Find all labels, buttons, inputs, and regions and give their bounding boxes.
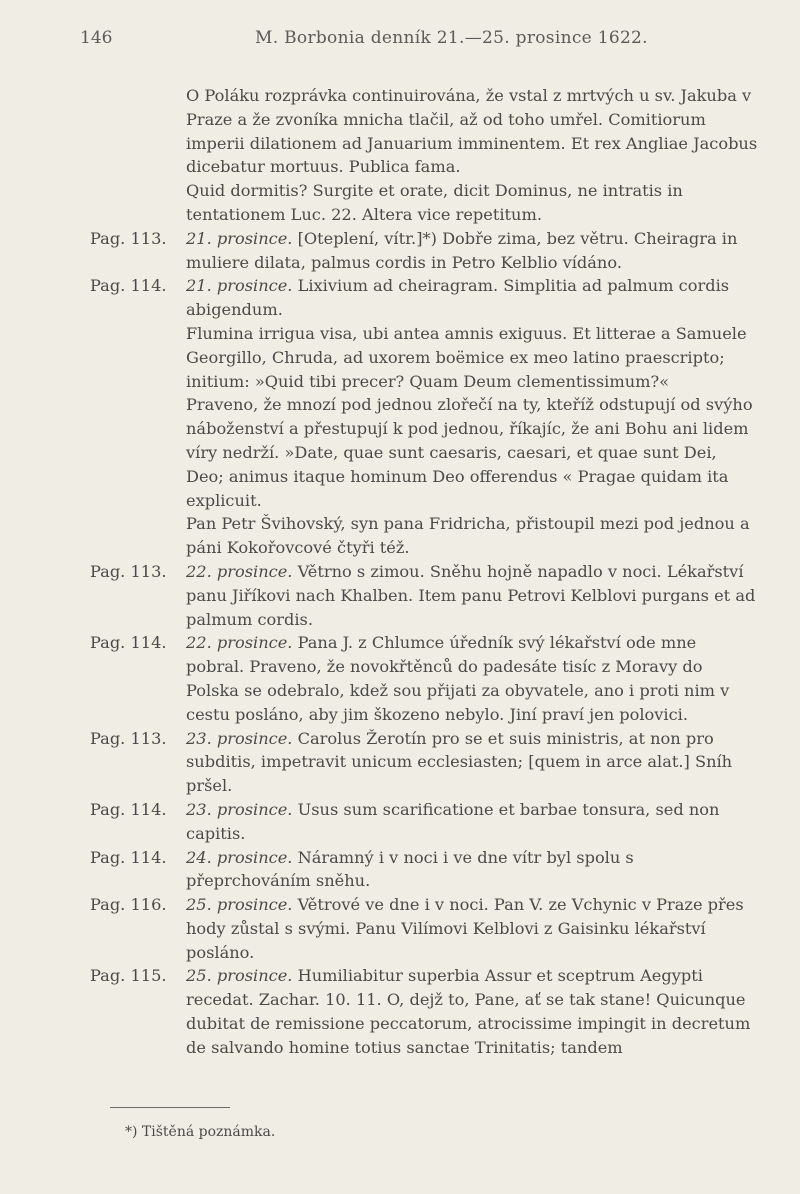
diary-entry: [90, 798, 770, 846]
footnote-divider: [110, 1107, 230, 1108]
diary-entry: [90, 727, 770, 798]
diary-entry: [90, 846, 770, 894]
entry-date: 23. prosince.: [186, 728, 293, 748]
entry-text: Větrno s zimou. Sněhu hojně napadlo v noci. Lékařství panu Jiříkovi nach Khalben. Item panu Petrovi Kelblovi purgans et ad palmum cordis.: [186, 561, 756, 629]
entry-date: 21. prosince.: [186, 228, 293, 248]
page-reference: Pag. 114.: [90, 276, 167, 296]
entry-text: O Poláku rozprávka continuirována, že vstal z mrtvých u sv. Jakuba v Praze a že zvoníka mnicha tlačil, až od toho umřel. Comitiorum imperii dilationem ad Januarium imminentem. Et rex Angliae Jacobus dicebatur mortuus. Publica fama.: [186, 86, 758, 177]
page-reference: Pag. 114.: [90, 799, 167, 819]
entry-text: Quid dormitis? Surgite et orate, dicit Dominus, ne intratis in tentationem Luc. 22. Altera vice repetitum.: [186, 181, 683, 224]
entry-date: 25. prosince.: [186, 895, 293, 915]
diary-entry: [90, 964, 770, 1059]
page-number: 146: [80, 28, 113, 48]
diary-entry: [90, 893, 770, 964]
diary-entry: [90, 227, 770, 275]
page-reference: Pag. 115.: [90, 966, 167, 986]
diary-entry: [90, 512, 770, 560]
diary-entry: [90, 84, 770, 179]
diary-entry: [90, 631, 770, 726]
entry-text: Praveno, že mnozí pod jednou zlořečí na ty, kteříž odstupují od svýho náboženství a přestupují k pod jednou, říkajíc, že ani Bohu ani lidem víry nedrží. »Date, quae sunt caesaris, caesari, et quae sunt Dei, Deo; animus itaque hominum Deo offerendus « Pragae quidam ita explicuit.: [186, 395, 753, 510]
entry-text: Větrové ve dne i v noci. Pan V. ze Vchynic v Praze přes hody zůstal s svými. Panu Vilímovi Kelblovi z Gaisinku lékařství posláno.: [186, 895, 744, 962]
running-title: M. Borbonia denník 21.—25. prosince 1622.: [255, 28, 648, 48]
page-reference: Pag. 116.: [90, 895, 167, 915]
diary-entry: [90, 560, 770, 631]
page-reference: Pag. 113.: [90, 728, 167, 748]
page-reference: Pag. 114.: [90, 633, 167, 653]
page-reference: Pag. 113.: [90, 228, 167, 248]
entry-date: 24. prosince.: [186, 847, 293, 867]
entry-date: 22. prosince.: [186, 633, 293, 653]
diary-entry: [90, 322, 770, 393]
entry-date: 23. prosince.: [186, 799, 293, 819]
entry-text: Carolus Žerotín pro se et suis ministris, at non pro subditis, impetravit unicum ecclesiasten; [quem in arce alat.] Sníh pršel.: [186, 728, 733, 796]
diary-entry: [90, 179, 770, 227]
entry-text: Pana J. z Chlumce úředník svý lékařství ode mne pobral. Praveno, že novokřtěnců do padesáte tisíc z Moravy do Polska se odebralo, kdež sou přijati za obyvatele, ano i proti nim v cestu posláno, aby jim škozeno nebylo. Jiní praví jen polovici.: [186, 633, 730, 724]
diary-entry: [90, 393, 770, 512]
entry-date: 21. prosince.: [186, 276, 293, 296]
document-body: [90, 84, 770, 1060]
entry-text: Humiliabitur superbia Assur et sceptrum Aegypti recedat. Zachar. 10. 11. O, dejž to, Pane, ať se tak stane! Quicunque dubitat de remissione peccatorum, atrocissime impingit in decretum de salvando homine totius sanctae Trinitatis; tandem: [186, 966, 751, 1057]
entry-date: 22. prosince.: [186, 561, 293, 581]
page-reference: Pag. 113.: [90, 561, 167, 581]
footnote: *) Tištěná poznámka.: [125, 1124, 276, 1140]
entry-text: Náramný i v noci i ve dne vítr byl spolu s přeprchováním sněhu.: [186, 847, 634, 891]
entry-text: Flumina irrigua visa, ubi antea amnis exiguus. Et litterae a Samuele Georgillo, Chruda, ad uxorem boëmice ex meo latino praescripto; initium: »Quid tibi precer? Quam Deum clementissimum?«: [186, 323, 747, 391]
page-reference: Pag. 114.: [90, 847, 167, 867]
entry-date: 25. prosince.: [186, 966, 293, 986]
entry-text: Pan Petr Švihovský, syn pana Fridricha, přistoupil mezi pod jednou a páni Kokořovcové čtyři též.: [186, 514, 750, 558]
entry-text: Lixivium ad cheiragram. Simplitia ad palmum cordis abigendum.: [186, 276, 730, 320]
entry-text: Usus sum scarificatione et barbae tonsura, sed non capitis.: [186, 799, 720, 843]
entry-text: [Oteplení, vítr.]*) Dobře zima, bez větru. Cheiragra in muliere dilata, palmus cordis in Petro Kelblio vídáno.: [186, 228, 738, 272]
diary-entry: [90, 274, 770, 322]
